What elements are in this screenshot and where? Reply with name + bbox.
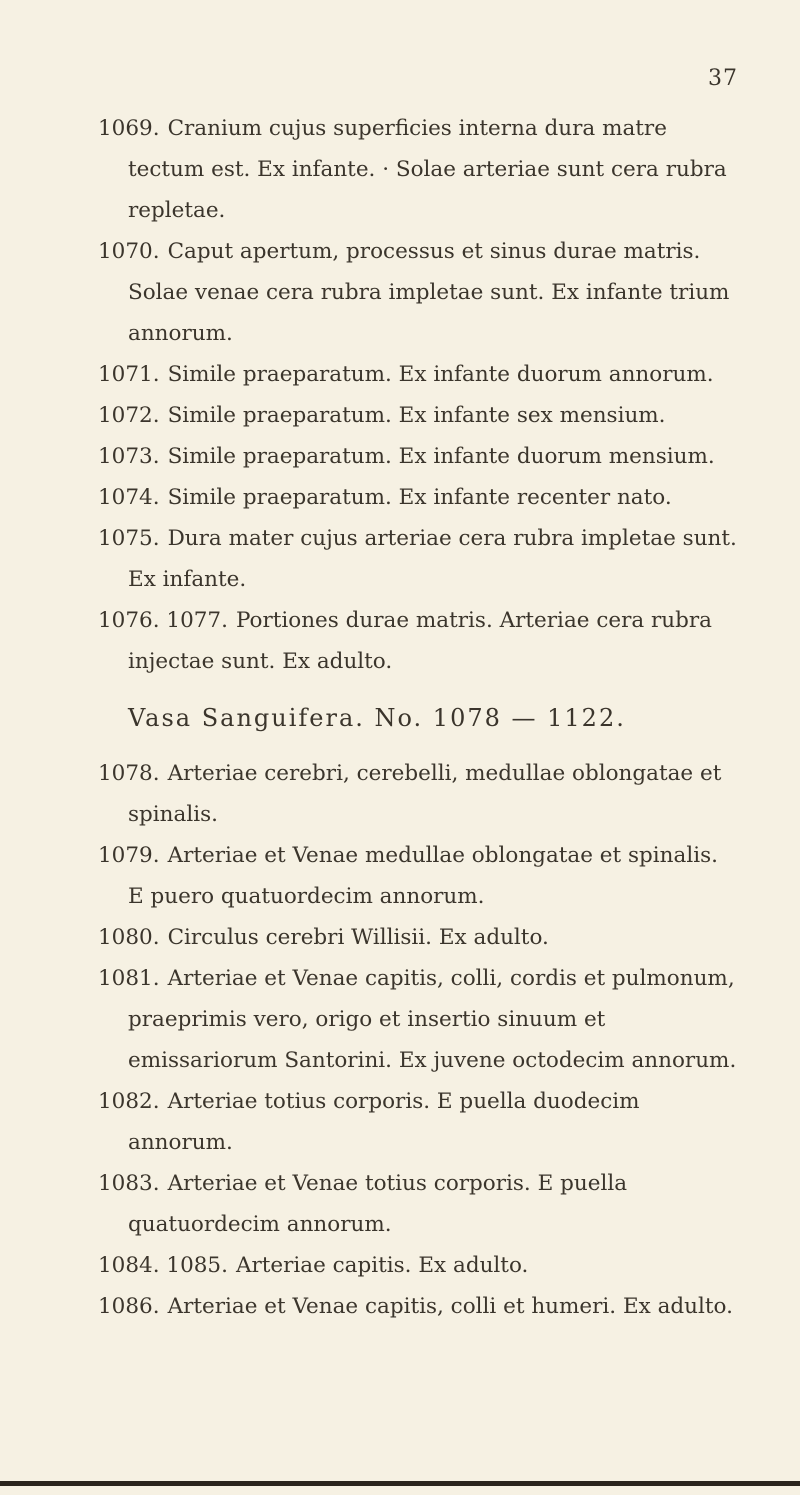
entry-number: 1080. xyxy=(98,925,160,950)
entry-1070 xyxy=(98,231,738,354)
entry-1082 xyxy=(98,1081,738,1163)
entry-number: 1070. xyxy=(98,239,160,264)
entry-text: Arteriae capitis. Ex adulto. xyxy=(235,1253,529,1278)
entry-number: 1079. xyxy=(98,843,160,868)
entry-text: Dura mater cujus arteriae cera rubra impletae sunt. Ex infante. xyxy=(128,526,737,592)
entry-1083 xyxy=(98,1163,738,1245)
entry-1072 xyxy=(98,395,738,436)
entry-number: 1075. xyxy=(98,526,160,551)
entry-1071 xyxy=(98,354,738,395)
entry-number: 1086. xyxy=(98,1294,160,1319)
entry-1074 xyxy=(98,477,738,518)
entry-1086 xyxy=(98,1286,738,1327)
entry-1076-1077 xyxy=(98,600,738,682)
entry-number: 1073. xyxy=(98,444,160,469)
entry-text: Simile praeparatum. Ex infante recenter nato. xyxy=(167,485,672,510)
entry-1073 xyxy=(98,436,738,477)
entry-number: 1074. xyxy=(98,485,160,510)
entry-1078 xyxy=(98,753,738,835)
entry-text: Arteriae et Venae medullae oblongatae et spinalis. E puero quatuordecim annorum. xyxy=(128,843,718,909)
entry-text: Arteriae totius corporis. E puella duodecim annorum. xyxy=(128,1089,640,1155)
entry-1075 xyxy=(98,518,738,600)
entry-1084-1085 xyxy=(98,1245,738,1286)
entry-text: Circulus cerebri Willisii. Ex adulto. xyxy=(167,925,549,950)
entry-text: Simile praeparatum. Ex infante duorum annorum. xyxy=(167,362,714,387)
entry-text: Portiones durae matris. Arteriae cera rubra injectae sunt. Ex adulto. xyxy=(128,608,712,674)
entry-text: Simile praeparatum. Ex infante duorum mensium. xyxy=(167,444,715,469)
entry-text: Arteriae et Venae totius corporis. E puella quatuordecim annorum. xyxy=(128,1171,628,1237)
entry-text: Arteriae et Venae capitis, colli, cordis et pulmonum, praeprimis vero, origo et insertio sinuum et emissariorum Santorini. Ex juvene octodecim annorum. xyxy=(128,966,737,1073)
entry-list-after xyxy=(98,753,738,1327)
entry-number: 1083. xyxy=(98,1171,160,1196)
entry-number: 1069. xyxy=(98,116,160,141)
entry-1080 xyxy=(98,917,738,958)
entry-number: 1076. 1077. xyxy=(98,608,228,633)
page-number: 37 xyxy=(708,66,738,91)
entry-1081 xyxy=(98,958,738,1081)
entry-list-before xyxy=(98,108,738,682)
entry-1079 xyxy=(98,835,738,917)
entry-number: 1078. xyxy=(98,761,160,786)
entry-number: 1072. xyxy=(98,403,160,428)
entry-number: 1082. xyxy=(98,1089,160,1114)
entry-text: Simile praeparatum. Ex infante sex mensium. xyxy=(167,403,666,428)
section-heading: Vasa Sanguifera. No. 1078 — 1122. xyxy=(128,704,626,732)
entry-number: 1081. xyxy=(98,966,160,991)
entry-1069 xyxy=(98,108,738,231)
page-body xyxy=(98,108,738,1327)
entry-number: 1084. 1085. xyxy=(98,1253,228,1278)
entry-text: Arteriae et Venae capitis, colli et humeri. Ex adulto. xyxy=(167,1294,733,1319)
entry-text: Arteriae cerebri, cerebelli, medullae oblongatae et spinalis. xyxy=(128,761,722,827)
bottom-rule xyxy=(0,1481,800,1486)
entry-number: 1071. xyxy=(98,362,160,387)
entry-text: Caput apertum, processus et sinus durae matris. Solae venae cera rubra impletae sunt. Ex infante trium annorum. xyxy=(128,239,730,346)
entry-text: Cranium cujus superficies interna dura matre tectum est. Ex infante. · Solae arteriae sunt cera rubra repletae. xyxy=(128,116,727,223)
